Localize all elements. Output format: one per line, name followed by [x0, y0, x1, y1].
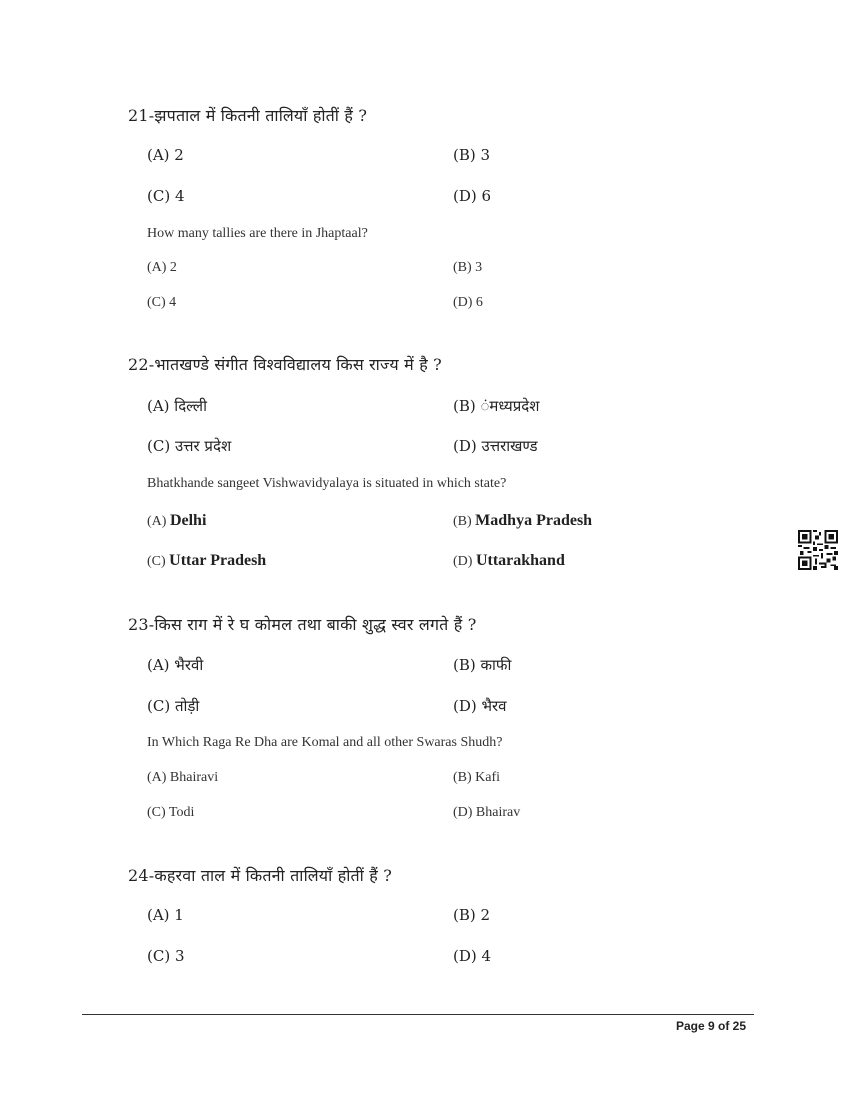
- option-text: Uttarakhand: [475, 552, 565, 569]
- q21-hindi-option-b: (B) 3: [453, 146, 491, 164]
- question-21-english: How many tallies are there in Jhaptaal?: [147, 226, 368, 241]
- q24-hindi-option-d: (D) 4: [453, 947, 492, 965]
- footer-divider: [82, 1014, 754, 1015]
- page-number: Page 9 of 25: [676, 1019, 747, 1033]
- q21-english-option-d: (D) 6: [453, 295, 483, 310]
- question-23-hindi: [128, 613, 477, 635]
- question-24-hindi: [128, 864, 392, 886]
- q21-hindi-option-c: (C) 4: [147, 187, 185, 205]
- q23-english-option-d: (D) Bhairav: [453, 805, 521, 820]
- question-22-english: Bhatkhande sangeet Vishwavidyalaya is situated in which state?: [147, 476, 507, 491]
- q22-english-option-c: [147, 552, 266, 570]
- q23-hindi-option-c: (C) तोड़ी: [147, 697, 200, 715]
- q24-hindi-option-c: (C) 3: [147, 947, 185, 965]
- q23-english-option-b: (B) Kafi: [453, 770, 501, 785]
- q22-english-option-d: [453, 552, 565, 570]
- question-number: 23-: [128, 615, 155, 634]
- question-21-hindi: [128, 104, 367, 126]
- q22-hindi-option-c: (C) उत्तर प्रदेश: [147, 437, 232, 455]
- question-22-hindi: [128, 353, 442, 375]
- q21-hindi-option-d: (D) 6: [453, 187, 492, 205]
- option-text: Delhi: [169, 512, 207, 529]
- q23-hindi-option-b: (B) काफी: [453, 656, 512, 674]
- q24-hindi-option-a: (A) 1: [147, 906, 184, 924]
- option-text: Madhya Pradesh: [475, 512, 593, 529]
- option-label: (B): [453, 514, 472, 529]
- q22-english-option-b: [453, 512, 592, 530]
- q23-hindi-option-a: (A) भैरवी: [147, 656, 204, 674]
- question-number: 21-: [128, 106, 155, 125]
- q22-english-option-a: [147, 512, 206, 530]
- q21-english-option-b: (B) 3: [453, 260, 483, 275]
- option-text: Uttar Pradesh: [169, 552, 267, 569]
- option-label: (D): [453, 554, 473, 569]
- question-text: झपताल में कितनी तालियाँ होतीं हैं ?: [154, 106, 368, 125]
- option-label: (A): [147, 514, 167, 529]
- q21-english-option-a: (A) 2: [147, 260, 177, 275]
- q24-hindi-option-b: (B) 2: [453, 906, 491, 924]
- q23-english-option-a: (A) Bhairavi: [147, 770, 219, 785]
- q21-english-option-c: (C) 4: [147, 295, 177, 310]
- question-23-english: In Which Raga Re Dha are Komal and all other Swaras Shudh?: [147, 735, 503, 750]
- question-text: भातखण्डे संगीत विश्वविद्यालय किस राज्य में है ?: [154, 355, 442, 374]
- question-number: 24-: [128, 866, 155, 885]
- question-text: किस राग में रे घ कोमल तथा बाकी शुद्ध स्वर लगते हैं ?: [154, 615, 477, 634]
- q22-hindi-option-b: (B) ंमध्यप्रदेश: [453, 397, 540, 415]
- question-number: 22-: [128, 355, 155, 374]
- q23-hindi-option-d: (D) भैरव: [453, 697, 507, 715]
- qr-code-icon: [798, 530, 838, 570]
- q22-hindi-option-a: (A) दिल्ली: [147, 397, 207, 415]
- q23-english-option-c: (C) Todi: [147, 805, 195, 820]
- q21-hindi-option-a: (A) 2: [147, 146, 184, 164]
- option-label: (C): [147, 554, 166, 569]
- q22-hindi-option-d: (D) उत्तराखण्ड: [453, 437, 538, 455]
- question-text: कहरवा ताल में कितनी तालियाँ होतीं हैं ?: [154, 866, 393, 885]
